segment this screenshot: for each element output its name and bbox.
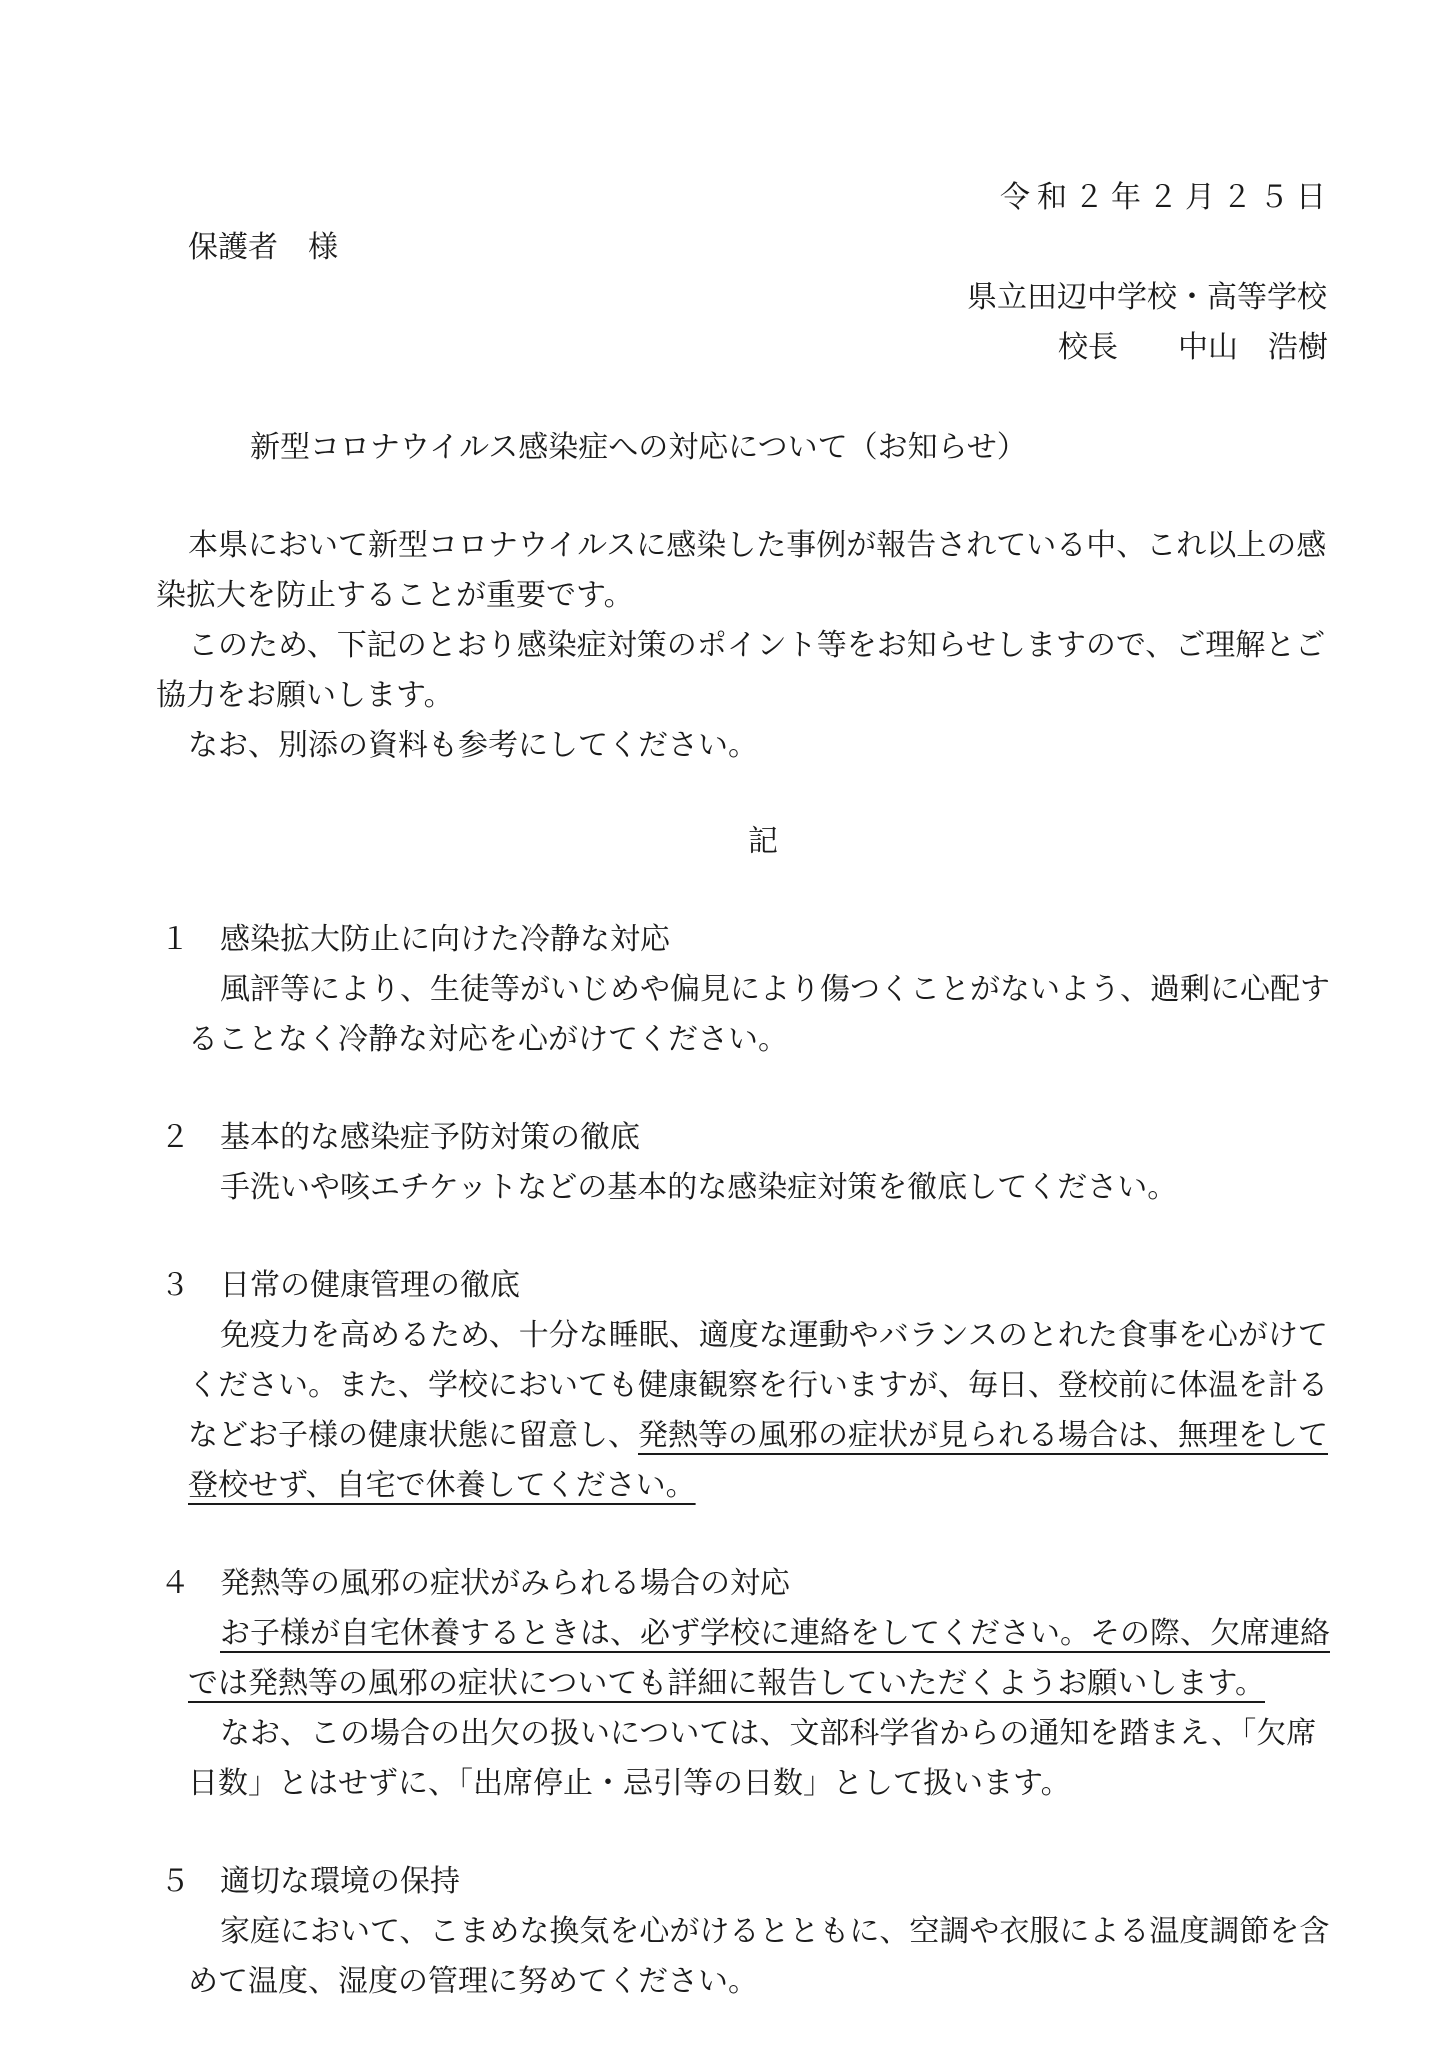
- principal-name: 校長 中山 浩樹: [1058, 330, 1328, 365]
- section-4-line-3: なお、この場合の出欠の扱いについては、文部科学省からの通知を踏まえ、「欠席: [220, 1716, 1317, 1751]
- section-3-number: ３: [160, 1268, 190, 1303]
- section-1-heading: 感染拡大防止に向けた冷静な対応: [220, 922, 670, 957]
- section-4-line-2-underlined: では発熱等の風邪の症状についても詳細に報告していただくようお願いします。: [188, 1666, 1265, 1701]
- ki-marker: 記: [748, 824, 778, 859]
- intro-paragraph-2-line-1: このため、下記のとおり感染症対策のポイント等をお知らせしますので、ご理解とご: [188, 628, 1326, 663]
- section-4-number: ４: [160, 1566, 190, 1601]
- section-3-line-2: ください。また、学校においても健康観察を行いますが、毎日、登校前に体温を計る: [188, 1368, 1328, 1403]
- school-name: 県立田辺中学校・高等学校: [967, 280, 1327, 315]
- section-5-number: ５: [160, 1864, 190, 1899]
- intro-paragraph-1-line-1: 本県において新型コロナウイルスに感染した事例が報告されている中、これ以上の感: [188, 528, 1327, 563]
- section-5-line-2: めて温度、湿度の管理に努めてください。: [188, 1964, 758, 1999]
- section-3-line-3-underlined: 発熱等の風邪の症状が見られる場合は、無理をして: [638, 1418, 1328, 1453]
- intro-paragraph-2-line-2: 協力をお願いします。: [156, 678, 454, 713]
- section-1-line-1: 風評等により、生徒等がいじめや偏見により傷つくことがないよう、過剰に心配す: [220, 972, 1330, 1007]
- section-5-line-1: 家庭において、こまめな換気を心がけるとともに、空調や衣服による温度調節を含: [220, 1914, 1330, 1949]
- section-2-line-1: 手洗いや咳エチケットなどの基本的な感染症対策を徹底してください。: [220, 1170, 1178, 1205]
- section-3-line-1: 免疫力を高めるため、十分な睡眠、適度な運動やバランスのとれた食事を心がけて: [220, 1318, 1328, 1353]
- section-2-number: ２: [160, 1120, 190, 1155]
- intro-paragraph-1-line-2: 染拡大を防止することが重要です。: [156, 578, 634, 613]
- intro-paragraph-3: なお、別添の資料も参考にしてください。: [188, 728, 758, 763]
- section-1-number: １: [160, 922, 190, 957]
- document-date: 令和２年２月２５日: [1000, 180, 1333, 215]
- section-4-heading: 発熱等の風邪の症状がみられる場合の対応: [220, 1566, 790, 1601]
- recipient: 保護者 様: [188, 230, 338, 265]
- section-3-heading: 日常の健康管理の徹底: [220, 1268, 520, 1303]
- section-5-heading: 適切な環境の保持: [220, 1864, 460, 1899]
- section-4-line-1-underlined: お子様が自宅休養するときは、必ず学校に連絡をしてください。その際、欠席連絡: [220, 1616, 1330, 1651]
- section-3-line-3: [188, 1416, 1328, 1456]
- section-3-line-4-underlined: 登校せず、自宅で休養してください。: [188, 1468, 696, 1503]
- section-3-line-3-plain: などお子様の健康状態に留意し、: [188, 1418, 638, 1453]
- section-2-heading: 基本的な感染症予防対策の徹底: [220, 1120, 640, 1155]
- document-title: 新型コロナウイルス感染症への対応について（お知らせ）: [250, 430, 1027, 465]
- section-1-line-2: ることなく冷静な対応を心がけてください。: [188, 1022, 788, 1057]
- section-4-line-4: 日数」とはせずに、「出席停止・忌引等の日数」として扱います。: [188, 1766, 1071, 1801]
